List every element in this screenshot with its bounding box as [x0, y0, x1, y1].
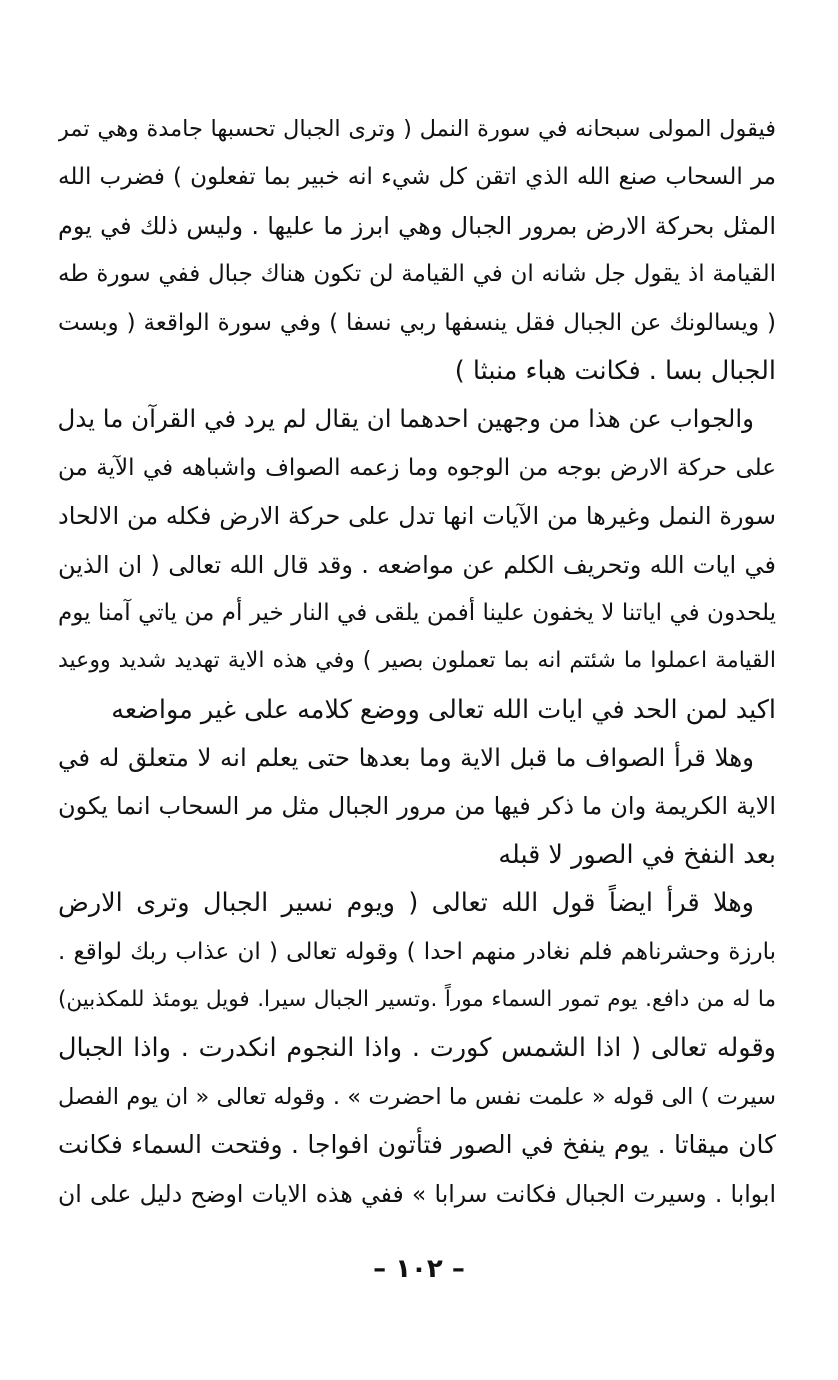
text-line: بعد النفخ في الصور لا قبله: [498, 839, 776, 870]
body-text: [58, 105, 776, 1218]
text-line: مر السحاب صنع الله الذي اتقن كل شيء انه خبير بما تفعلون ) فضرب الله: [58, 164, 776, 191]
text-line: ( ويسالونك عن الجبال فقل ينسفها ربي نسفا ) وفي سورة الواقعة ( وبست: [58, 309, 776, 336]
paragraph-start-line: وهلا قرأ الصواف ما قبل الاية وما بعدها حتى يعلم انه لا متعلق له في: [58, 743, 754, 773]
text-line: الاية الكريمة وان ما ذكر فيها من مرور الجبال مثل مر السحاب انما يكون: [58, 792, 776, 821]
paragraph-start-line: وهلا قرأ ايضاً قول الله تعالى ( ويوم نسير الجبال وترى الارض: [58, 888, 754, 919]
text-line: وقوله تعالى ( اذا الشمس كورت . واذا النجوم انكدرت . واذا الجبال: [58, 1033, 776, 1064]
text-line: الجبال بسا . فكانت هباء منبثا ): [454, 355, 776, 386]
text-line: في ايات الله وتحريف الكلم عن مواضعه . وقد قال الله تعالى ( ان الذين: [58, 550, 776, 579]
text-line: على حركة الارض بوجه من الوجوه وما زعمه الصواف واشباهه في الآية من: [58, 454, 776, 481]
text-line: ابوابا . وسيرت الجبال فكانت سرابا » ففي هذه الايات اوضح دليل على ان: [58, 1179, 776, 1208]
text-line: اكيد لمن الحد في ايات الله تعالى ووضع كلامه على غير مواضعه: [111, 694, 776, 725]
text-line: سيرت ) الى قوله « علمت نفس ما احضرت » . وقوله تعالى « ان يوم الفصل: [58, 1083, 776, 1110]
text-line: المثل بحركة الارض بمرور الجبال وهي ابرز ما عليها . وليس ذلك في يوم: [58, 211, 776, 240]
page-number: – ١٠٢ –: [373, 1254, 465, 1284]
text-line: بارزة وحشرناهم فلم نغادر منهم احدا ) وقوله تعالى ( ان عذاب ربك لواقع .: [58, 938, 776, 965]
text-line: فيقول المولى سبحانه في سورة النمل ( وترى الجبال تحسبها جامدة وهي تمر: [58, 116, 776, 142]
text-line: ما له من دافع. يوم تمور السماء موراً .وتسير الجبال سيرا. فويل يومئذ للمكذبين): [58, 987, 776, 1013]
text-line: القيامة اذ يقول جل شانه ان في القيامة لن تكون هناك جبال ففي سورة طه: [58, 261, 776, 288]
text-line: كان ميقاتا . يوم ينفخ في الصور فتأتون افواجا . وفتحت السماء فكانت: [58, 1130, 776, 1160]
text-line: سورة النمل وغيرها من الآيات انها تدل على حركة الارض فكله من الالحاد: [58, 502, 776, 531]
paragraph-start-line: والجواب عن هذا من وجهين احدهما ان يقال لم يرد في القرآن ما يدل: [58, 404, 754, 434]
text-line: يلحدون في اياتنا لا يخفون علينا أفمن يلقى في النار خير أم من ياتي آمنا يوم: [58, 599, 776, 626]
text-line: القيامة اعملوا ما شئتم انه بما تعملون بصير ) وفي هذه الاية تهديد شديد ووعيد: [58, 648, 776, 674]
